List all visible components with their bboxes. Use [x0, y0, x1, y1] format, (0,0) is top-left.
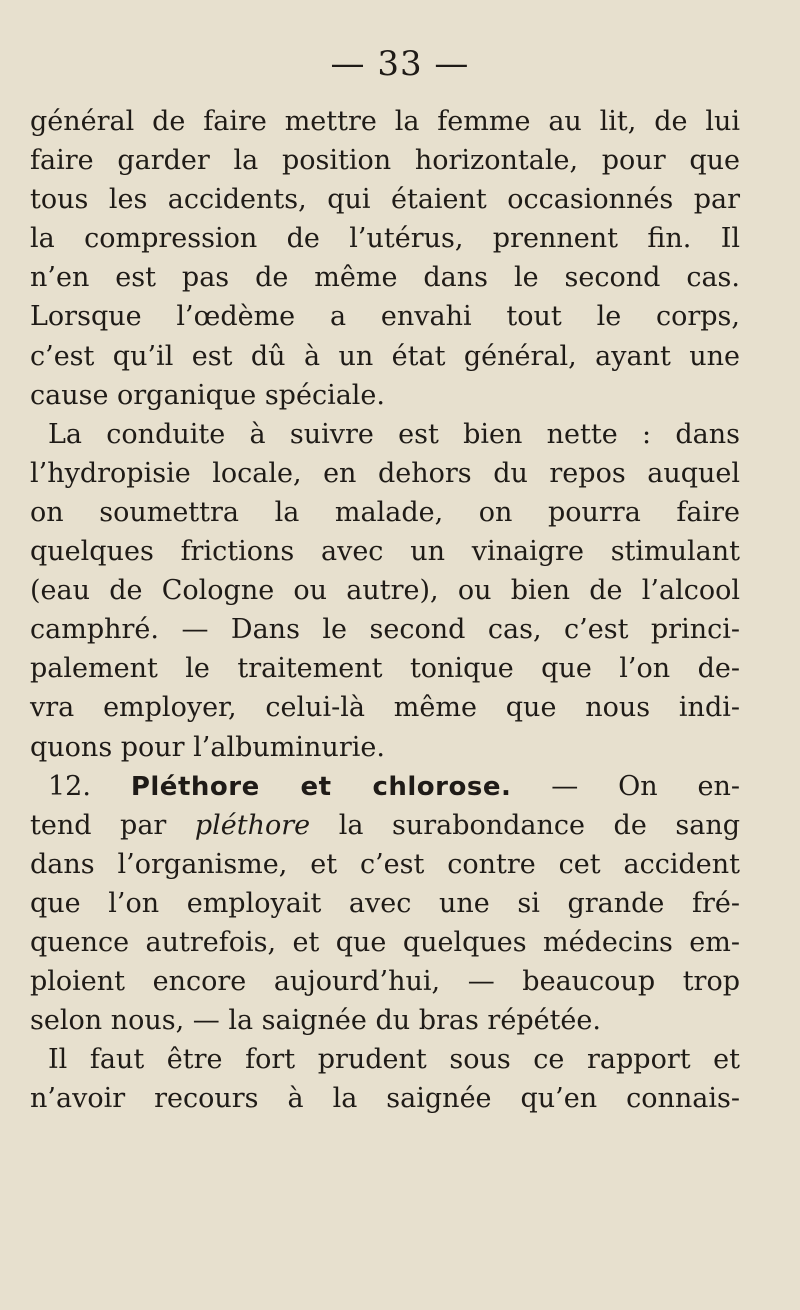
text-line: c’est qu’il est dû à un état général, ayant une	[30, 340, 740, 372]
text-segment: la surabondance de sang	[310, 809, 740, 841]
text-line: dans l’organisme, et c’est contre cet accident	[30, 848, 740, 880]
text-line: (eau de Cologne ou autre), ou bien de l’alcool	[30, 575, 740, 607]
text-line: cause organique spéciale.	[30, 379, 385, 411]
text-line: quence autrefois, et que quelques médecins em-	[30, 926, 740, 958]
text-line: quelques frictions avec un vinaigre stimulant	[30, 536, 740, 568]
text-line: selon nous, — la saignée du bras répétée.	[30, 1005, 601, 1037]
section-heading-rest: — On en-	[511, 770, 740, 802]
text-line: vra employer, celui-là même que nous indi-	[30, 692, 740, 724]
body-text	[30, 102, 740, 1118]
text-line: la compression de l’utérus, prennent fin. Il	[30, 223, 740, 255]
text-line: palement le traitement tonique que l’on de-	[30, 653, 740, 685]
text-line: Il faut être fort prudent sous ce rapport et	[48, 1044, 740, 1076]
section-title: Pléthore et chlorose.	[130, 771, 512, 802]
section-number: 12.	[48, 770, 91, 802]
text-line: ploient encore aujourd’hui, — beaucoup trop	[30, 966, 740, 998]
text-line: l’hydropisie locale, en dehors du repos auquel	[30, 457, 740, 489]
text-line	[30, 806, 740, 845]
text-line: que l’on employait avec une si grande fré-	[30, 887, 740, 919]
text-line: on soumettra la malade, on pourra faire	[30, 496, 740, 528]
section-heading-line	[30, 767, 740, 806]
text-line: quons pour l’albuminurie.	[30, 731, 385, 763]
page-number: — 33 —	[330, 44, 470, 84]
text-line: tous les accidents, qui étaient occasionnés par	[30, 184, 740, 216]
text-line: n’en est pas de même dans le second cas.	[30, 262, 740, 294]
text-segment: tend par	[30, 809, 195, 841]
text-line: Lorsque l’œdème a envahi tout le corps,	[30, 301, 740, 333]
text-line: général de faire mettre la femme au lit, de lui	[30, 106, 740, 137]
text-line: n’avoir recours à la saignée qu’en connais-	[30, 1083, 740, 1115]
text-line: camphré. — Dans le second cas, c’est princi-	[30, 614, 740, 646]
text-line: La conduite à suivre est bien nette : dans	[48, 418, 740, 450]
italic-term: pléthore	[194, 809, 311, 841]
text-line: faire garder la position horizontale, pour que	[30, 145, 740, 177]
